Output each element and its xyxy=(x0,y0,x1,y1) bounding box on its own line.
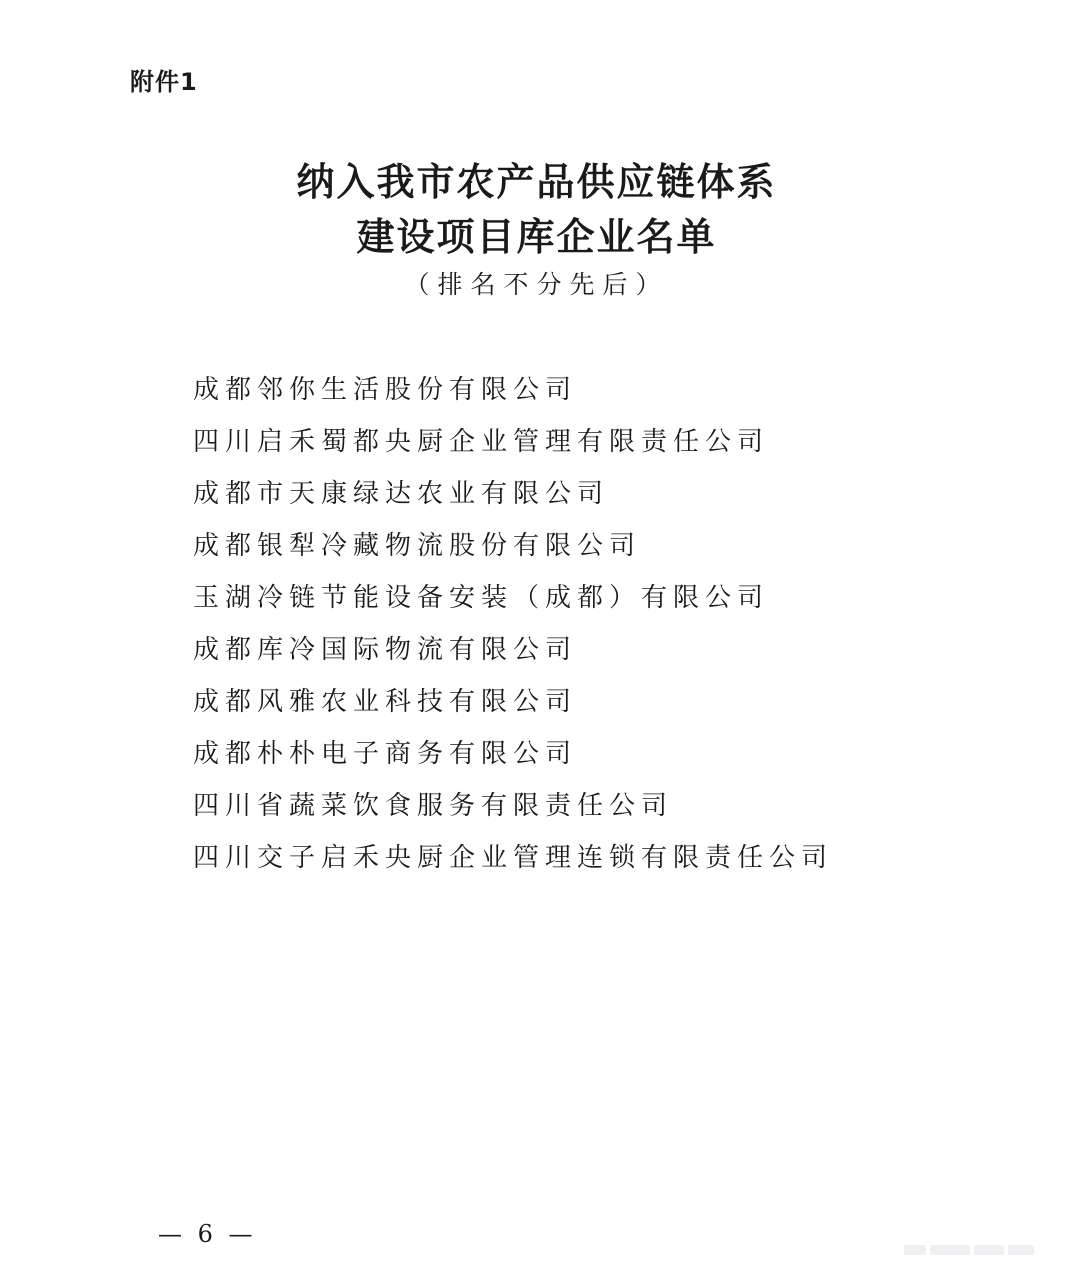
faint-watermark xyxy=(904,1240,1042,1254)
company-item: 成都朴朴电子商务有限公司 xyxy=(193,739,578,769)
attachment-label: 附件1 xyxy=(130,68,198,96)
company-item: 成都邻你生活股份有限公司 xyxy=(193,375,578,405)
company-item: 四川启禾蜀都央厨企业管理有限责任公司 xyxy=(193,427,770,457)
company-item: 四川交子启禾央厨企业管理连锁有限责任公司 xyxy=(193,843,834,873)
company-item: 成都库冷国际物流有限公司 xyxy=(193,635,578,665)
company-list xyxy=(193,374,833,894)
company-item: 玉湖冷链节能设备安装（成都）有限公司 xyxy=(193,583,770,613)
document-subtitle: （排名不分先后） xyxy=(404,270,669,299)
company-item: 成都银犁冷藏物流股份有限公司 xyxy=(193,531,642,561)
company-item: 成都风雅农业科技有限公司 xyxy=(193,687,578,717)
company-item: 成都市天康绿达农业有限公司 xyxy=(193,479,610,509)
page-number: — 6 — xyxy=(158,1220,257,1248)
document-title-line-1: 纳入我市农产品供应链体系 xyxy=(296,160,777,204)
document-title-line-2: 建设项目库企业名单 xyxy=(356,215,717,259)
company-item: 四川省蔬菜饮食服务有限责任公司 xyxy=(193,791,674,821)
